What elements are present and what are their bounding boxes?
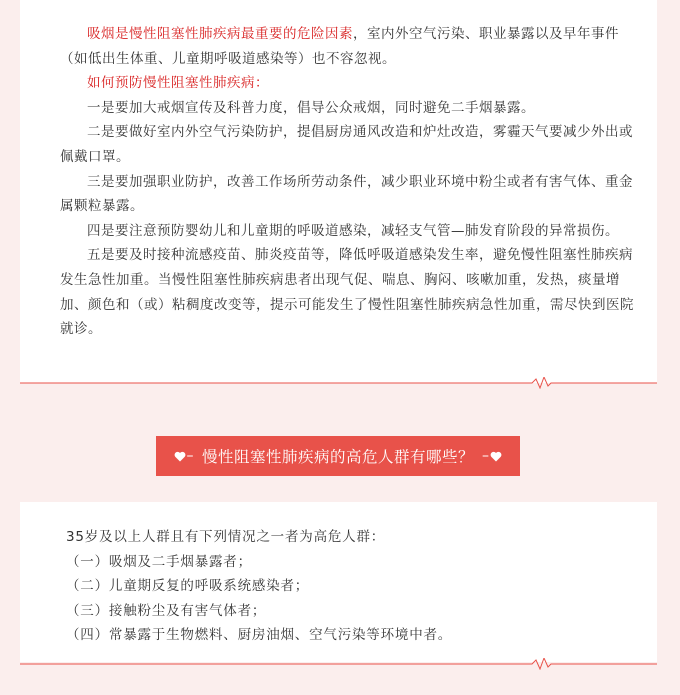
banner-left-dash: –	[186, 448, 194, 464]
heartbeat-divider	[20, 377, 657, 389]
heart-icon	[174, 451, 186, 462]
high-risk-item-2: （二）儿童期反复的呼吸系统感染者；	[66, 578, 310, 595]
prevention-point-3: 三是要加强职业防护，改善工作场所劳动条件，减少职业环境中粉尘或者有害气体、重金属颗粒暴露。	[60, 173, 633, 215]
banner-right-dash: –	[482, 448, 490, 464]
prevention-heading: 如何预防慢性阻塞性肺疾病：	[87, 75, 269, 92]
high-risk-banner	[156, 436, 520, 476]
heart-icon	[490, 451, 502, 462]
high-risk-intro: 35岁及以上人群且有下列情况之一者为高危人群：	[66, 529, 386, 545]
prevention-point-2: 二是要做好室内外空气污染防护，提倡厨房通风改造和炉灶改造，雾霾天气要减少外出或佩戴口罩。	[60, 124, 633, 165]
prevention-point-4: 四是要注意预防婴幼儿和儿童期的呼吸道感染，减轻支气管—肺发育阶段的异常损伤。	[87, 222, 619, 239]
banner-right-decoration	[482, 448, 502, 464]
high-risk-item-1: （一）吸烟及二手烟暴露者；	[66, 553, 252, 570]
prevention-point-5: 五是要及时接种流感疫苗、肺炎疫苗等，降低呼吸道感染发生率，避免慢性阻塞性肺疾病发生急性加重。当慢性阻塞性肺疾病患者出现气促、喘息、胸闷、咳嗽加重，发热，痰量增加、颜色和（或）粘稠度改变等，提示可能发生了慢性阻塞性肺疾病急性加重，需尽快到医院就诊。	[60, 247, 634, 338]
heartbeat-divider	[20, 658, 657, 670]
intro-paragraph	[60, 22, 639, 71]
high-risk-item-4: （四）常暴露于生物燃料、厨房油烟、空气污染等环境中者。	[66, 627, 453, 644]
banner-left-decoration	[174, 448, 194, 464]
prevention-card	[20, 0, 657, 383]
intro-text: ，室内外空气污染、职业暴露以及早年事件（如低出生体重、儿童期呼吸道感染等）也不容忽视。	[60, 26, 619, 67]
banner-title: 慢性阻塞性肺疾病的高危人群有哪些？	[201, 448, 474, 466]
high-risk-item-3: （三）接触粉尘及有害气体者；	[66, 602, 267, 619]
intro-highlight: 吸烟是慢性阻塞性肺疾病最重要的危险因素	[87, 26, 353, 42]
prevention-point-1: 一是要加大戒烟宣传及科普力度，倡导公众戒烟，同时避免二手烟暴露。	[87, 99, 535, 116]
high-risk-card	[20, 502, 657, 662]
